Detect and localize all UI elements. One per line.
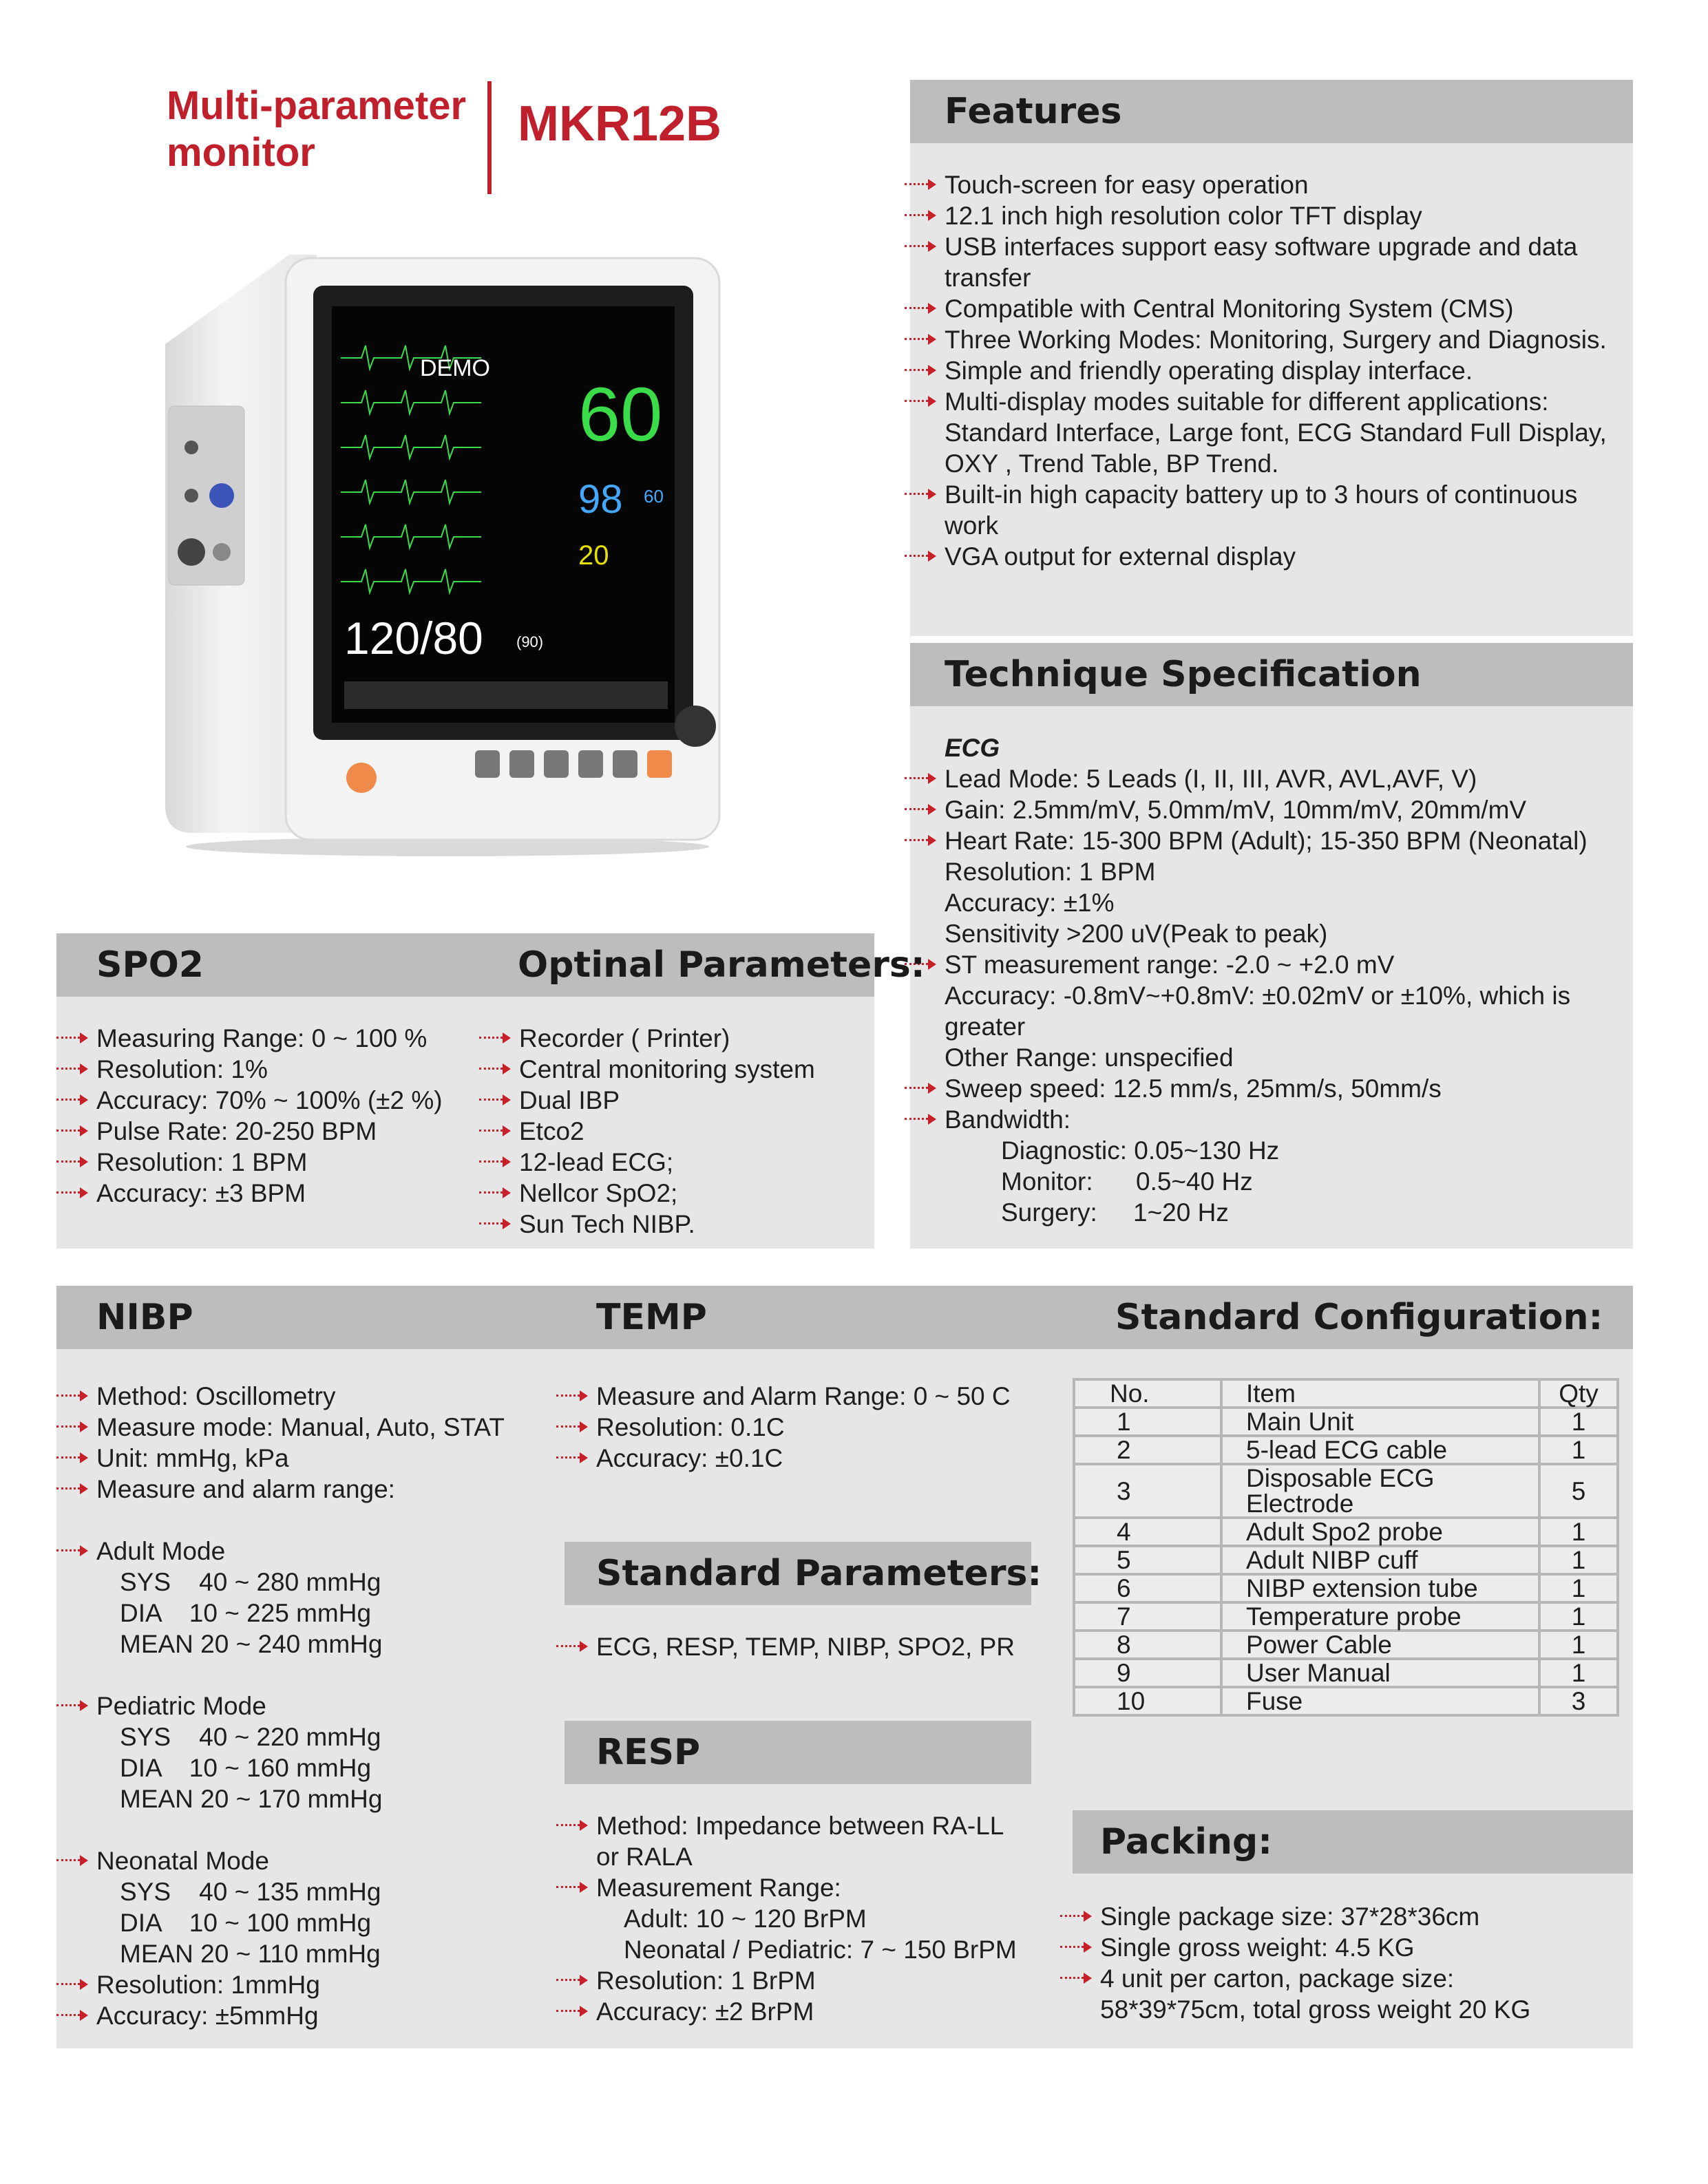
screen-pr-value: 60: [644, 486, 664, 507]
standard-params-list: [596, 1631, 1037, 1662]
nibp-resolution: Resolution: 1mmHg: [96, 1969, 578, 2000]
config-header-item: Item: [1221, 1379, 1539, 1408]
optional-item: Dual IBP: [519, 1085, 863, 1116]
cell-qty: 3: [1539, 1687, 1618, 1715]
features-title: Features: [945, 91, 1122, 132]
product-title: [167, 83, 466, 176]
temp-item: Measure and Alarm Range: 0 ~ 50 C: [596, 1381, 1051, 1412]
cell-item: Power Cable: [1221, 1631, 1539, 1659]
cell-item: Adult Spo2 probe: [1221, 1518, 1539, 1546]
screen-demo-label: DEMO: [420, 355, 490, 381]
technique-subtitle: ECG: [945, 734, 1000, 762]
spacer: [96, 1660, 578, 1690]
cell-no: 7: [1074, 1602, 1221, 1631]
cell-no: 10: [1074, 1687, 1221, 1715]
config-header-qty: Qty: [1539, 1379, 1618, 1408]
features-item: 12.1 inch high resolution color TFT display: [945, 200, 1619, 231]
table-row: [1074, 1408, 1618, 1436]
features-item: VGA output for external display: [945, 541, 1619, 572]
bandwidth-monitor-value: 0.5~40 Hz: [1136, 1167, 1253, 1196]
cell-item: Disposable ECG Electrode: [1221, 1464, 1539, 1518]
standard-params-item: ECG, RESP, TEMP, NIBP, SPO2, PR: [596, 1631, 1037, 1662]
packing-list: [1100, 1901, 1582, 2025]
cell-qty: 1: [1539, 1631, 1618, 1659]
resp-title: RESP: [596, 1732, 701, 1773]
hr-accuracy: Accuracy: ±1%: [945, 889, 1115, 917]
config-header-no: No.: [1074, 1379, 1221, 1408]
sensitivity: Sensitivity >200 uV(Peak to peak): [945, 920, 1328, 948]
spacer: [96, 1505, 578, 1536]
table-row: [1074, 1574, 1618, 1602]
config-header-row: [1074, 1379, 1618, 1408]
spo2-item: Pulse Rate: 20-250 BPM: [96, 1116, 482, 1147]
nibp-adult-title: Adult Mode: [96, 1536, 578, 1567]
cell-no: 9: [1074, 1659, 1221, 1687]
optional-item: Recorder ( Printer): [519, 1023, 863, 1054]
cell-no: 4: [1074, 1518, 1221, 1546]
features-item: Touch-screen for easy operation: [945, 169, 1619, 200]
nibp-neo-dia: DIA 10 ~ 100 mmHg: [120, 1909, 372, 1937]
table-row: [1074, 1602, 1618, 1631]
table-row: [1074, 1659, 1618, 1687]
features-item: Simple and friendly operating display interface.: [945, 355, 1619, 386]
other-range: Other Range: unspecified: [945, 1043, 1234, 1072]
standard-params-title: Standard Parameters:: [596, 1553, 1042, 1594]
nibp-adult-dia: DIA 10 ~ 225 mmHg: [120, 1599, 372, 1627]
st-accuracy: Accuracy: -0.8mV~+0.8mV: ±0.02mV or ±10%, which is greater: [945, 982, 1571, 1041]
cell-item: Temperature probe: [1221, 1602, 1539, 1631]
nibp-title: NIBP: [96, 1297, 193, 1338]
spo2-item: Measuring Range: 0 ~ 100 %: [96, 1023, 482, 1054]
cell-qty: 1: [1539, 1436, 1618, 1464]
spo2-item: Resolution: 1 BPM: [96, 1147, 482, 1178]
screen-resp-value: 20: [578, 540, 609, 571]
product-title-line2: monitor: [167, 130, 315, 175]
cell-qty: 1: [1539, 1602, 1618, 1631]
screen-spo2-value: 98: [578, 477, 623, 522]
cell-no: 3: [1074, 1464, 1221, 1518]
nibp-unit: Unit: mmHg, kPa: [96, 1443, 578, 1474]
bandwidth-surgery: [945, 1197, 1619, 1228]
nibp-mode: Measure mode: Manual, Auto, STAT: [96, 1412, 578, 1443]
optional-title: Optinal Parameters:: [518, 944, 925, 986]
temp-item: Resolution: 0.1C: [596, 1412, 1051, 1443]
product-title-line1: Multi-parameter: [167, 83, 467, 128]
cell-item: Fuse: [1221, 1687, 1539, 1715]
packing-item: Single gross weight: 4.5 KG: [1100, 1932, 1582, 1963]
temp-item: Accuracy: ±0.1C: [596, 1443, 1051, 1474]
features-item: USB interfaces support easy software upgrade and data transfer: [945, 231, 1619, 293]
config-table: [1073, 1378, 1619, 1717]
table-row: [1074, 1464, 1618, 1518]
packing-item: Single package size: 37*28*36cm: [1100, 1901, 1582, 1932]
cell-no: 2: [1074, 1436, 1221, 1464]
cell-item: Adult NIBP cuff: [1221, 1546, 1539, 1574]
optional-item: Nellcor SpO2;: [519, 1178, 863, 1209]
nibp-adult-sys: SYS 40 ~ 280 mmHg: [120, 1568, 381, 1596]
optional-item: Central monitoring system: [519, 1054, 863, 1085]
nibp-accuracy: Accuracy: ±5mmHg: [96, 2000, 578, 2031]
cell-qty: 1: [1539, 1546, 1618, 1574]
lead-mode: Lead Mode: 5 Leads (I, II, III, AVR, AVL,AVF, V): [945, 763, 1619, 794]
cell-qty: 1: [1539, 1518, 1618, 1546]
spo2-list: [96, 1023, 482, 1209]
optional-list: [519, 1023, 863, 1240]
nibp-neo-mean: MEAN 20 ~ 110 mmHg: [120, 1940, 381, 1968]
nibp-neo-sys: SYS 40 ~ 135 mmHg: [120, 1878, 381, 1906]
screen-hr-value: 60: [578, 372, 663, 457]
heart-rate: Heart Rate: 15-300 BPM (Adult); 15-350 BPM (Neonatal): [945, 825, 1619, 856]
table-row: [1074, 1631, 1618, 1659]
resp-method: Method: Impedance between RA-LL or RALA: [596, 1810, 1023, 1872]
features-item: Built-in high capacity battery up to 3 hours of continuous work: [945, 479, 1619, 541]
cell-qty: 1: [1539, 1659, 1618, 1687]
cell-no: 8: [1074, 1631, 1221, 1659]
spo2-item: Accuracy: 70% ~ 100% (±2 %): [96, 1085, 482, 1116]
cell-no: 6: [1074, 1574, 1221, 1602]
nibp-ped-dia: DIA 10 ~ 160 mmHg: [120, 1754, 372, 1782]
nibp-adult-mean: MEAN 20 ~ 240 mmHg: [120, 1630, 383, 1658]
nibp-neo-title: Neonatal Mode: [96, 1845, 578, 1876]
temp-title: TEMP: [596, 1297, 707, 1338]
resp-range: Measurement Range:: [596, 1872, 1023, 1903]
bandwidth-monitor-label: Monitor:: [1001, 1167, 1093, 1196]
cell-item: Main Unit: [1221, 1408, 1539, 1436]
cell-no: 1: [1074, 1408, 1221, 1436]
spo2-item: Accuracy: ±3 BPM: [96, 1178, 482, 1209]
nibp-list: [96, 1381, 578, 2031]
st-range: ST measurement range: -2.0 ~ +2.0 mV: [945, 949, 1619, 980]
cell-item: NIBP extension tube: [1221, 1574, 1539, 1602]
resp-adult: Adult: 10 ~ 120 BrPM: [624, 1905, 867, 1933]
table-row: [1074, 1546, 1618, 1574]
technique-list: [945, 732, 1619, 1228]
sweep-speed: Sweep speed: 12.5 mm/s, 25mm/s, 50mm/s: [945, 1073, 1619, 1104]
bandwidth-surgery-value: 1~20 Hz: [1133, 1198, 1229, 1227]
model-name: MKR12B: [518, 96, 722, 151]
cell-item: User Manual: [1221, 1659, 1539, 1687]
nibp-method: Method: Oscillometry: [96, 1381, 578, 1412]
spo2-item: Resolution: 1%: [96, 1054, 482, 1085]
patient-monitor-image: [145, 241, 750, 860]
features-list: [945, 169, 1619, 572]
resp-accuracy: Accuracy: ±2 BrPM: [596, 1996, 1023, 2027]
gain: Gain: 2.5mm/mV, 5.0mm/mV, 10mm/mV, 20mm/mV: [945, 794, 1619, 825]
temp-list: [596, 1381, 1051, 1474]
cell-item: 5-lead ECG cable: [1221, 1436, 1539, 1464]
nibp-ped-sys: SYS 40 ~ 220 mmHg: [120, 1723, 381, 1751]
spo2-title: SPO2: [96, 944, 204, 986]
packing-title: Packing:: [1100, 1821, 1273, 1863]
title-divider: [487, 81, 492, 194]
features-item: Three Working Modes: Monitoring, Surgery and Diagnosis.: [945, 324, 1619, 355]
optional-item: 12-lead ECG;: [519, 1147, 863, 1178]
technique-title: Technique Specification: [945, 654, 1422, 695]
table-row: [1074, 1436, 1618, 1464]
hr-resolution: Resolution: 1 BPM: [945, 858, 1156, 886]
bandwidth-monitor: [945, 1166, 1619, 1197]
optional-item: Sun Tech NIBP.: [519, 1209, 863, 1240]
resp-resolution: Resolution: 1 BrPM: [596, 1965, 1023, 1996]
cell-qty: 1: [1539, 1574, 1618, 1602]
resp-neo: Neonatal / Pediatric: 7 ~ 150 BrPM: [624, 1936, 1017, 1964]
screen-nibp-mean: (90): [516, 633, 544, 650]
nibp-ped-mean: MEAN 20 ~ 170 mmHg: [120, 1785, 383, 1813]
cell-qty: 1: [1539, 1408, 1618, 1436]
cell-qty: 5: [1539, 1464, 1618, 1518]
nibp-range: Measure and alarm range:: [96, 1474, 578, 1505]
bandwidth-surgery-label: Surgery:: [1001, 1198, 1097, 1227]
table-row: [1074, 1518, 1618, 1546]
optional-item: Etco2: [519, 1116, 863, 1147]
bandwidth: Bandwidth:: [945, 1104, 1619, 1135]
screen-nibp-value: 120/80: [344, 613, 483, 664]
nibp-ped-title: Pediatric Mode: [96, 1690, 578, 1721]
resp-list: [596, 1810, 1023, 2027]
cell-no: 5: [1074, 1546, 1221, 1574]
config-title: Standard Configuration:: [1115, 1297, 1603, 1338]
packing-item: 4 unit per carton, package size: 58*39*75cm, total gross weight 20 KG: [1100, 1963, 1582, 2025]
spacer: [96, 1814, 578, 1845]
table-row: [1074, 1687, 1618, 1715]
features-item: Compatible with Central Monitoring System (CMS): [945, 293, 1619, 324]
bandwidth-diagnostic: Diagnostic: 0.05~130 Hz: [1001, 1136, 1280, 1165]
features-item: Multi-display modes suitable for different applications: Standard Interface, Large font, ECG Standard Full Display, OXY , Trend Table, BP Trend.: [945, 386, 1619, 479]
